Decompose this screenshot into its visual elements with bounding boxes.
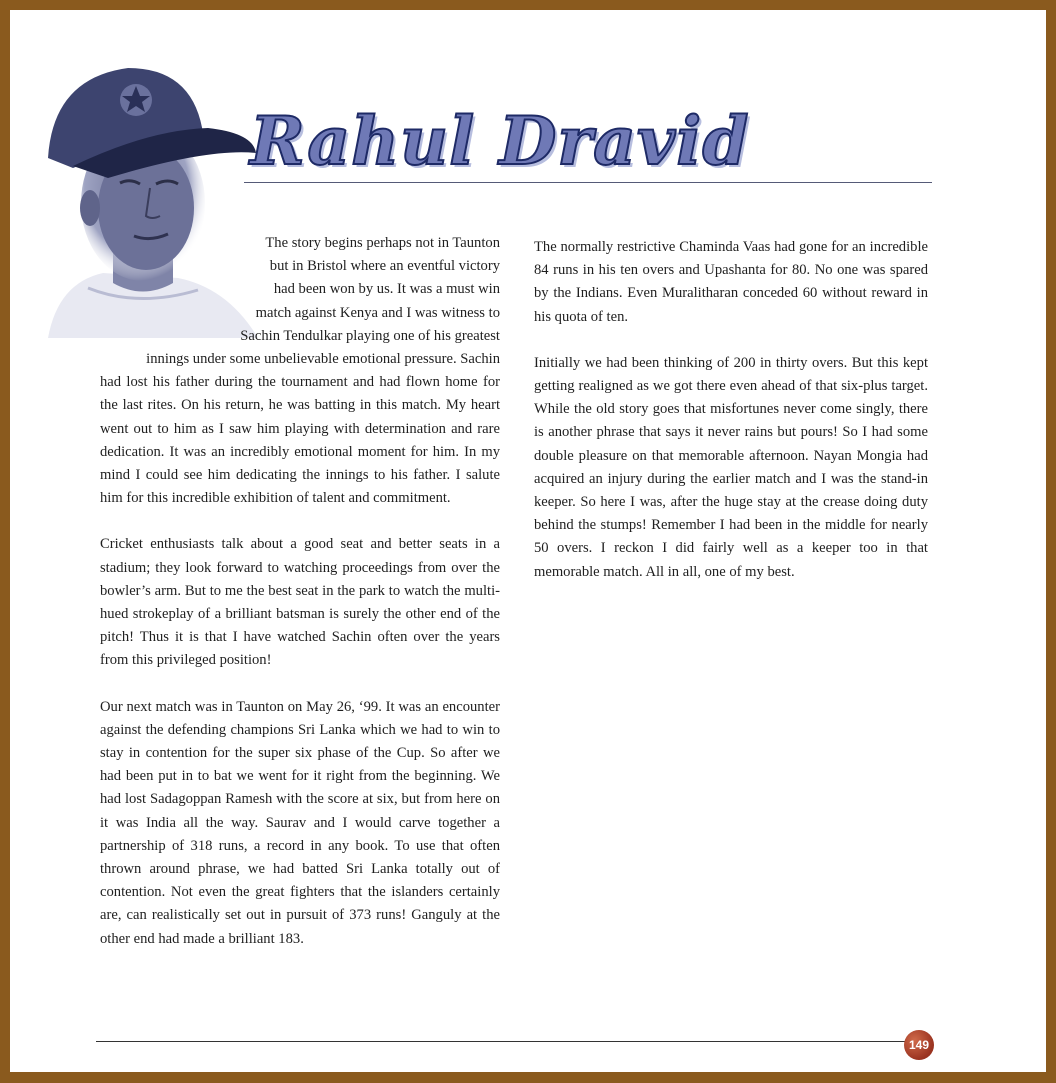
text-line: had been won by us. It was a must win — [273, 281, 500, 298]
paragraph-4: The normally restrictive Chaminda Vaas had gone for an incredible 84 runs in his ten overs and Upashanta for 80. No one was spared by the Indians. Even Muralitharan conceded 60 without reward in his quota of ten. — [534, 239, 928, 325]
text-line: but in Bristol where an eventful victory — [269, 258, 500, 275]
right-text-column — [534, 236, 928, 607]
paragraph-2: Cricket enthusiasts talk about a good seat and better seats in a stadium; they look forward to watching proceedings from over the bowler’s arm. But to me the best seat in the park to watch the multi-hued strokeplay of a brilliant batsman is surely the other end of the pitch! Thus it is that I have watched Sachin often over the years from this privileged position! — [100, 536, 500, 669]
page-title: Rahul Dravid — [250, 102, 750, 180]
page-number-badge: 149 — [904, 1030, 934, 1060]
text-line: match against Kenya and I was witness to — [255, 304, 500, 321]
paragraph-5: Initially we had been thinking of 200 in thirty overs. But this kept getting realigned as we got there even ahead of that six-plus target. While the old story goes that misfortunes never come singly, there is another phrase that says it never rains but pours! So I had some double pleasure on that memorable afternoon. Nayan Mongia had acquired an injury during the earlier match and I was the stand-in keeper. So here I was, after the huge stay at the crease doing duty behind the stumps! Remember I had been in the middle for nearly 50 overs. I reckon I did fairly well as a keeper too in that memorable match. All in all, one of my best. — [534, 354, 928, 580]
text-line: Sachin Tendulkar playing one of his greatest — [240, 327, 500, 344]
paragraph-3: Our next match was in Taunton on May 26, ‘99. It was an encounter against the defending champions Sri Lanka which we had to win to stay in contention for the super six phase of the Cup. So after we had been put in to bat we went for it right from the beginning. We had lost Sadagoppan Ramesh with the score at six, but from here on it was India all the way. Saurav and I would carve together a partnership of 318 runs, a record in any book. To use that often thrown around phrase, we had batted Sri Lanka totally out of contention. Not even the great fighters that the islanders certainly are, can realistically set out in pursuit of 373 runs! Ganguly at the other end had made a brilliant 183. — [100, 698, 500, 947]
title-underline — [244, 182, 932, 183]
book-page — [10, 10, 1046, 1072]
text-line: innings under some unbelievable emotional pressure. Sachin — [146, 351, 500, 368]
text-line: The story begins perhaps not in Taunton — [265, 235, 500, 251]
paragraph-1-rest: had lost his father during the tournament and had flown home for the last rites. On his return, he was batting in this match. My heart went out to him as I saw him playing with determination and rare dedication. It was an incredibly emotional moment for him. In my mind I could see him dedicating the innings to his father. I salute him for this incredible exhibition of talent and commitment. — [100, 374, 500, 507]
paragraph-1 — [100, 232, 500, 510]
footer-rule — [96, 1041, 916, 1042]
left-text-column — [100, 232, 500, 974]
